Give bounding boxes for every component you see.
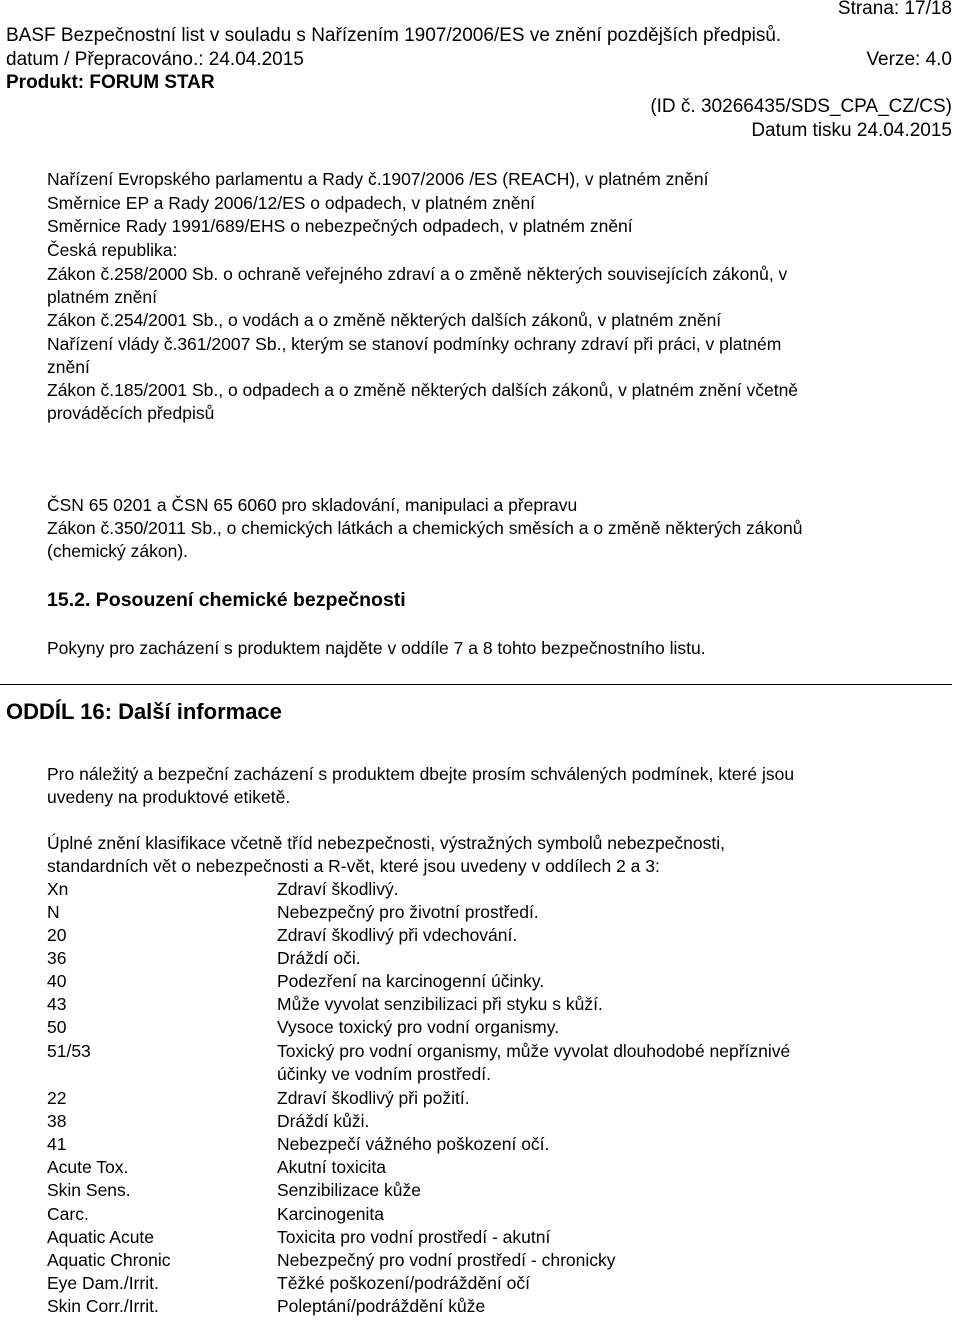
regulation-line: Zákon č.254/2001 Sb., o vodách a o změně některých dalších zákonů, v platném znění [47, 310, 722, 330]
code: Eye Dam./Irrit. [47, 1273, 159, 1293]
code: 36 [47, 948, 67, 968]
code: 51/53 [47, 1041, 91, 1061]
code-text: Nebezpečný pro životní prostředí. [277, 902, 539, 922]
header-title: BASF Bezpečnostní list v souladu s Nařízením 1907/2006/ES ve znění pozdějších předpisů. [6, 25, 782, 46]
section-15-2-title: 15.2. Posouzení chemické bezpečnosti [47, 589, 406, 611]
code-text: Poleptání/podráždění kůže [277, 1296, 486, 1316]
regulation-line: Zákon č.185/2001 Sb., o odpadech a o změně některých dalších zákonů, v platném znění včetně [47, 380, 799, 400]
code-text: Zdraví škodlivý. [277, 879, 399, 899]
code-text: Dráždí kůži. [277, 1111, 370, 1131]
storage-line: ČSN 65 0201 a ČSN 65 6060 pro skladování, manipulaci a přepravu [47, 495, 578, 515]
code: 20 [47, 925, 67, 945]
code-text: Senzibilizace kůže [277, 1180, 421, 1200]
code-text: Toxický pro vodní organismy, může vyvolat dlouhodobé nepříznivé [277, 1041, 791, 1061]
storage-line: Zákon č.350/2011 Sb., o chemických látkách a chemických směsích a o změně některých zákonů [47, 518, 803, 538]
code-text: Dráždí oči. [277, 948, 361, 968]
code: Acute Tox. [47, 1157, 129, 1177]
code-text: Těžké poškození/podráždění očí [277, 1273, 530, 1293]
print-date: Datum tisku 24.04.2015 [751, 120, 952, 141]
code-text: Nebezpečný pro vodní prostředí - chronicky [277, 1250, 616, 1270]
code: 41 [47, 1134, 67, 1154]
version: Verze: 4.0 [866, 49, 952, 70]
section-divider [0, 684, 952, 685]
revision-date: datum / Přepracováno.: 24.04.2015 [6, 49, 304, 70]
regulation-line: Směrnice EP a Rady 2006/12/ES o odpadech, v platném znění [47, 193, 536, 213]
code: 50 [47, 1017, 67, 1037]
code: 43 [47, 994, 67, 1014]
page-number: Strana: 17/18 [837, 0, 952, 19]
code: Carc. [47, 1204, 89, 1224]
code: N [47, 902, 60, 922]
product-name: Produkt: FORUM STAR [6, 72, 215, 93]
code: Aquatic Chronic [47, 1250, 171, 1270]
code: 38 [47, 1111, 67, 1131]
code: Aquatic Acute [47, 1227, 155, 1247]
regulation-line: znění [47, 357, 90, 377]
code: 40 [47, 971, 67, 991]
section-16-title: ODDÍL 16: Další informace [6, 699, 282, 724]
storage-line: (chemický zákon). [47, 541, 189, 561]
code-text: Toxicita pro vodní prostředí - akutní [277, 1227, 551, 1247]
code-text: Může vyvolat senzibilizaci při styku s kůží. [277, 994, 603, 1014]
regulation-line: Nařízení Evropského parlamentu a Rady č.1907/2006 /ES (REACH), v platném znění [47, 169, 709, 189]
code: Xn [47, 879, 69, 899]
code-text: Vysoce toxický pro vodní organismy. [277, 1017, 560, 1037]
regulation-line: platném znění [47, 287, 157, 307]
regulation-line: Česká republika: [47, 240, 178, 260]
regulation-line: Zákon č.258/2000 Sb. o ochraně veřejného zdraví a o změně některých souvisejících zákonů, v [47, 264, 788, 284]
section-16-para1: Pro náležitý a bezpeční zacházení s produktem dbejte prosím schválených podmínek, které jsou [47, 764, 795, 784]
regulation-line: Směrnice Rady 1991/689/EHS o nebezpečných odpadech, v platném znění [47, 216, 633, 236]
code: 22 [47, 1088, 67, 1108]
regulation-line: prováděcích předpisů [47, 403, 215, 423]
code: Skin Corr./Irrit. [47, 1296, 159, 1316]
code-text: účinky ve vodním prostředí. [277, 1064, 491, 1084]
code-text: Zdraví škodlivý při požití. [277, 1088, 470, 1108]
code-text: Podezření na karcinogenní účinky. [277, 971, 545, 991]
section-16-para1: uvedeny na produktové etiketě. [47, 787, 291, 807]
code-text: Nebezpečí vážného poškození očí. [277, 1134, 550, 1154]
code-text: Zdraví škodlivý při vdechování. [277, 925, 518, 945]
document-id: (ID č. 30266435/SDS_CPA_CZ/CS) [650, 96, 952, 117]
code-text: Karcinogenita [277, 1204, 385, 1224]
section-15-2-text: Pokyny pro zacházení s produktem najděte v oddíle 7 a 8 tohto bezpečnostního listu. [47, 638, 706, 658]
regulation-line: Nařízení vlády č.361/2007 Sb., kterým se stanoví podmínky ochrany zdraví při práci, v platném [47, 334, 782, 354]
section-16-para2: Úplné znění klasifikace včetně tříd nebezpečnosti, výstražných symbolů nebezpečnosti, [47, 833, 725, 853]
section-16-para2: standardních vět o nebezpečnosti a R-vět, které jsou uvedeny v oddílech 2 a 3: [47, 856, 660, 876]
code: Skin Sens. [47, 1180, 131, 1200]
code-text: Akutní toxicita [277, 1157, 386, 1177]
